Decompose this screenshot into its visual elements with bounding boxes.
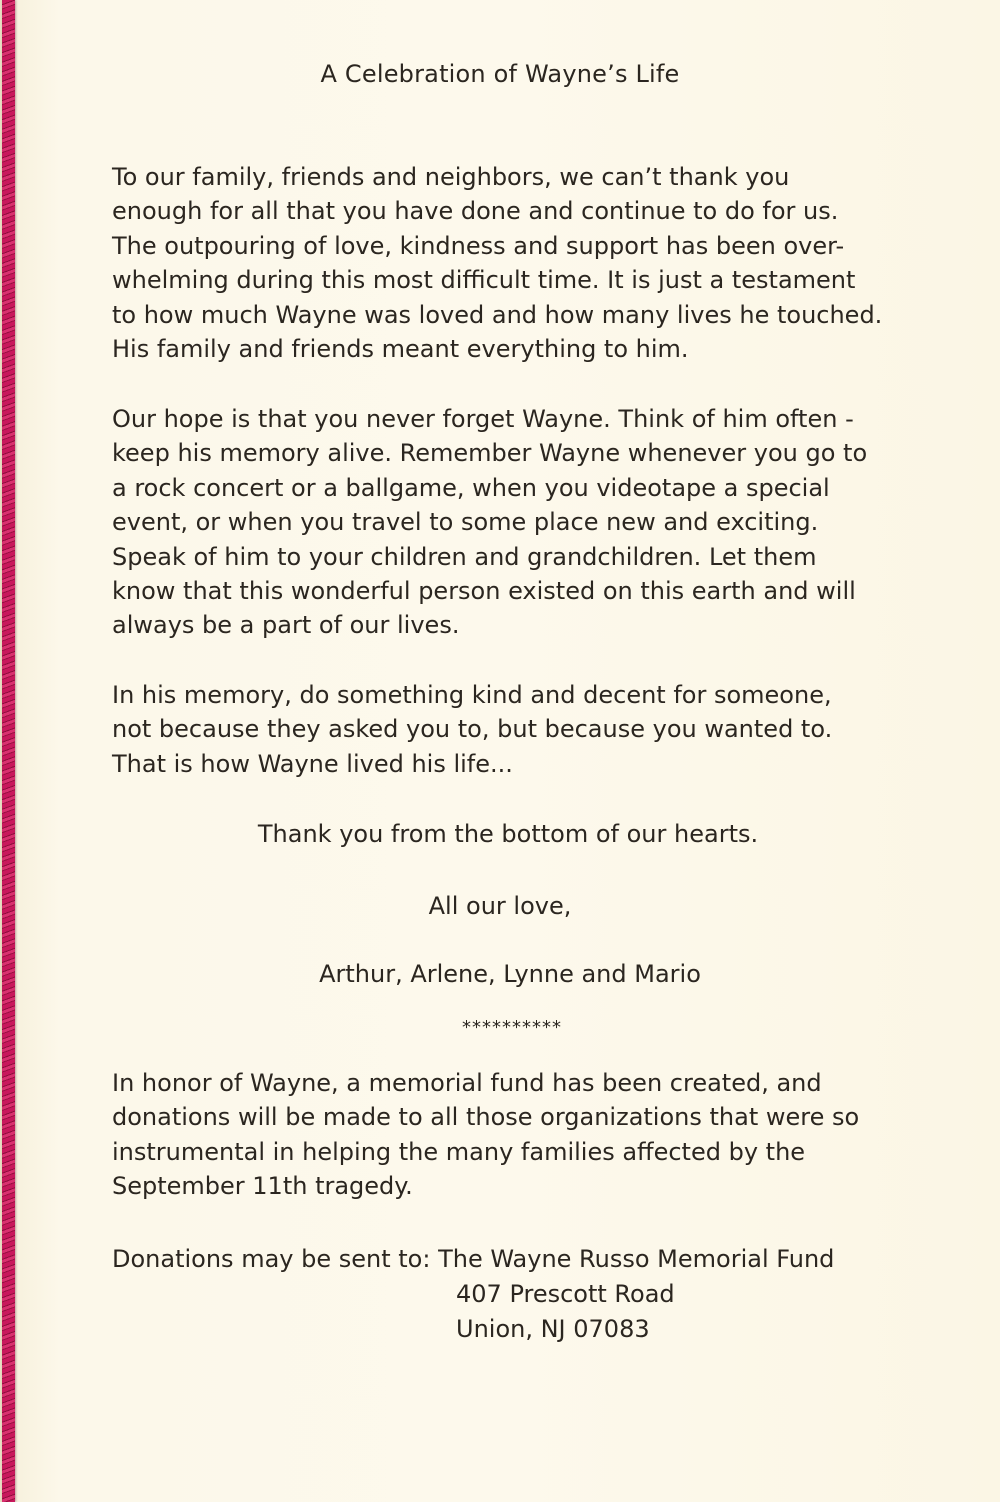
- text-line: In honor of Wayne, a memorial fund has been created, and: [112, 1069, 822, 1097]
- text-line: The outpouring of love, kindness and support has been over-: [112, 231, 845, 260]
- text-line: event, or when you travel to some place new and exciting.: [112, 508, 819, 537]
- page-title: A Celebration of Wayne’s Life: [320, 60, 680, 88]
- text-line: not because they asked you to, but because you wanted to.: [112, 715, 833, 744]
- paragraph-memory: [112, 678, 912, 781]
- donations-block: [112, 1242, 834, 1277]
- text-line: know that this wonderful person existed on this earth and will: [112, 577, 856, 606]
- text-line: To our family, friends and neighbors, we can’t thank you: [112, 163, 790, 191]
- closing-line: All our love,: [428, 892, 572, 920]
- separator-stars: **********: [462, 1017, 562, 1038]
- text-line: enough for all that you have done and continue to do for us.: [112, 197, 839, 226]
- text-line: September 11th tragedy.: [112, 1172, 413, 1201]
- address-city: Union, NJ 07083: [456, 1315, 650, 1343]
- donations-label: Donations may be sent to:: [112, 1245, 431, 1273]
- paragraph-fund: [112, 1066, 912, 1204]
- text-line: donations will be made to all those organizations that were so: [112, 1103, 860, 1132]
- binding-cord: [2, 0, 15, 1502]
- text-line: instrumental in helping the many families affected by the: [112, 1137, 806, 1166]
- text-line: a rock concert or a ballgame, when you videotape a special: [112, 473, 830, 502]
- text-line: keep his memory alive. Remember Wayne whenever you go to: [112, 439, 868, 468]
- paragraph-thanks: [112, 160, 912, 366]
- thank-you-line: Thank you from the bottom of our hearts.: [257, 820, 759, 848]
- paragraph-hope: [112, 402, 912, 643]
- text-line: to how much Wayne was loved and how many lives he touched.: [112, 300, 883, 329]
- text-line: whelming during this most difficult time. It is just a testament: [112, 266, 856, 295]
- text-line: always be a part of our lives.: [112, 611, 460, 640]
- address-street: 407 Prescott Road: [456, 1280, 675, 1308]
- text-line: That is how Wayne lived his life...: [112, 749, 513, 778]
- fund-name: The Wayne Russo Memorial Fund: [438, 1245, 835, 1273]
- signatures-line: Arthur, Arlene, Lynne and Mario: [319, 960, 701, 988]
- text-line: Speak of him to your children and grandchildren. Let them: [112, 542, 817, 571]
- text-line: In his memory, do something kind and decent for someone,: [112, 681, 832, 709]
- text-line: His family and friends meant everything to him.: [112, 335, 689, 364]
- text-line: Our hope is that you never forget Wayne. Think of him often -: [112, 405, 854, 433]
